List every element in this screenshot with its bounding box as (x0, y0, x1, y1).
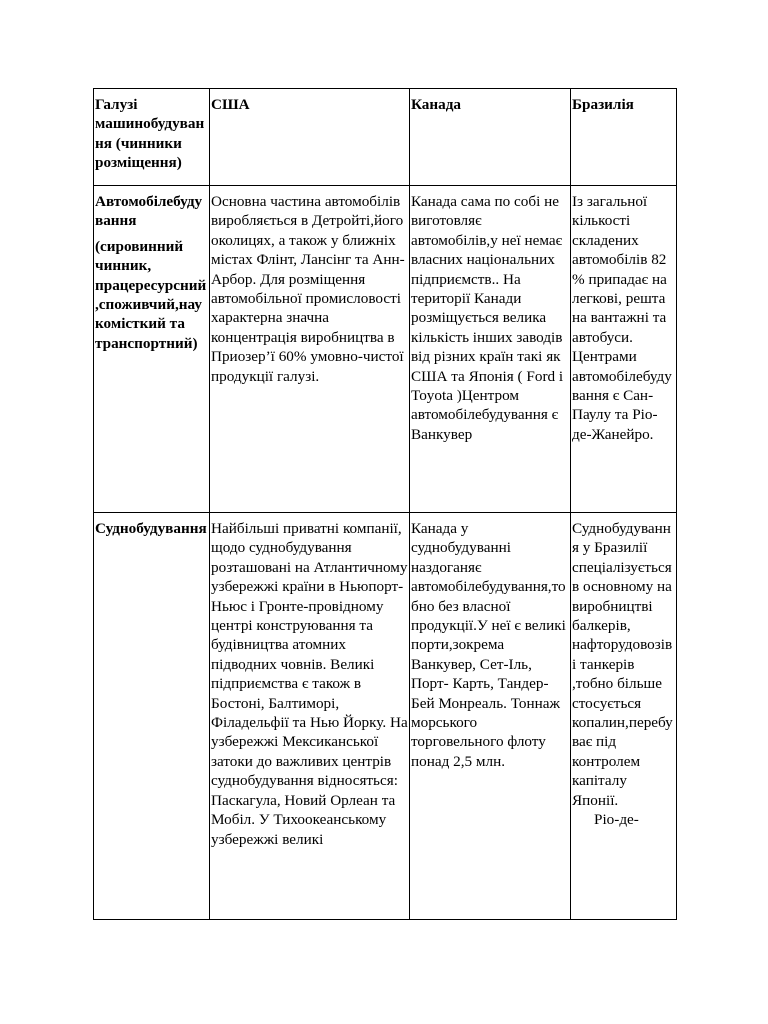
industry-cell-automotive (94, 186, 210, 513)
header-industry: Галузі машинобудування (чинники розміщення) (94, 89, 210, 186)
industry-title: Автомобілебудування (95, 193, 203, 230)
usa-cell: Основна частина автомобілів виробляється в Детройті,його околицях, а також у ближніх містах Флінт, Лансінг та Анн-Арбор. Для розміщення автомобільної промисловості характерна значна концентрація виробництва в Приозер’ї 60% умовно-чистої продукції галузі. (210, 186, 410, 513)
brazil-cell: Із загальної кількості складених автомобілів 82 % припадає на легкові, решта на вантажні та автобуси. Центрами автомобілебудування є Сан-Паулу та Ріо-де-Жанейро. (571, 186, 677, 513)
industry-factors: (сировинний чинник, працересурсний,споживчий,наукоміcткий та транспортний) (95, 237, 207, 352)
brazil-cell (571, 513, 677, 920)
table-row (94, 513, 677, 920)
brazil-text-continuation: Ріо-де- (594, 811, 639, 829)
header-usa: США (210, 89, 410, 186)
brazil-text: Суднобудування у Бразилії спеціалізується в основному на виробництві балкерів, нафторудовозів і танкерів ,тобно більше стосується копалин,перебуває під контролем капіталу Японії. (572, 520, 673, 809)
header-brazil: Бразилія (571, 89, 677, 186)
canada-cell: Канада у суднобудуванні наздоганяє автомобілебудування,тобно без власної продукції.У неї є великі порти,зокрема Ванкувер, Сет-Іль, Порт- Карть, Тандер-Бей Монреаль. Тоннаж морського торговельного флоту понад 2,5 млн. (410, 513, 571, 920)
industry-table (93, 88, 677, 920)
usa-cell: Найбільші приватні компанії, щодо суднобудування розташовані на Атлантичному узбережжі країни в Ньюпорт-Ньюс і Гронте-провідному центрі конструювання та будівництва атомних підводних човнів. Великі підприємства є також в Бостоні, Балтиморі, Філадельфії та Нью Йорку. На узбережжі Мексиканської затоки до важливих центрів суднобудування відносяться: Паскагула, Новий Орлеан та Мобіл. У Тихоокеанському узбережжі великі (210, 513, 410, 920)
table-header-row (94, 89, 677, 186)
table-row (94, 186, 677, 513)
header-canada: Канада (410, 89, 571, 186)
canada-cell: Канада сама по собі не виготовляє автомобілів,у неї немає власних національних підприємств.. На території Канади розміщується велика кількість інших заводів від різних країн такі як США та Японія ( Ford і Toyota )Центром автомобілебудування є Ванкувер (410, 186, 571, 513)
industry-cell-shipbuilding: Суднобудування (94, 513, 210, 920)
